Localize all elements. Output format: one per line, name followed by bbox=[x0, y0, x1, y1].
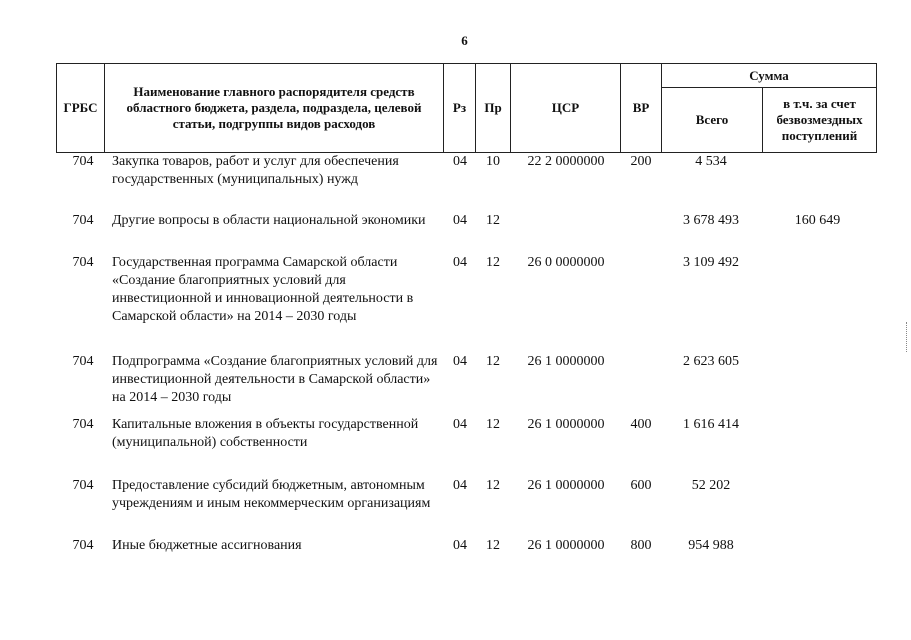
header-rz: Рз bbox=[443, 63, 476, 153]
cell-total: 3 678 493 bbox=[683, 213, 739, 228]
cell-vr: 200 bbox=[630, 154, 652, 169]
cell-pr: 12 bbox=[486, 213, 500, 228]
header-vr: ВР bbox=[620, 63, 662, 153]
cell-free: 160 649 bbox=[794, 213, 841, 228]
cell-name: Закупка товаров, работ и услуг для обеспечения государственных (муниципальных) нужд bbox=[112, 154, 399, 187]
cell-grbs: 704 bbox=[72, 538, 94, 553]
cell-grbs: 704 bbox=[72, 478, 94, 493]
cell-csr: 26 1 0000000 bbox=[527, 538, 605, 553]
cell-rz: 04 bbox=[453, 154, 467, 169]
cell-rz: 04 bbox=[453, 538, 467, 553]
cell-pr: 12 bbox=[486, 417, 500, 432]
cell-total: 2 623 605 bbox=[683, 354, 739, 369]
cell-total: 1 616 414 bbox=[683, 417, 739, 432]
cell-total: 52 202 bbox=[691, 478, 731, 493]
cell-csr: 26 1 0000000 bbox=[527, 417, 605, 432]
cell-grbs: 704 bbox=[72, 154, 94, 169]
cell-grbs: 704 bbox=[72, 213, 94, 228]
cell-vr: 800 bbox=[630, 538, 652, 553]
page-number: 6 bbox=[461, 33, 468, 48]
header-pr: Пр bbox=[475, 63, 511, 153]
cell-csr: 22 2 0000000 bbox=[527, 154, 605, 169]
cell-pr: 12 bbox=[486, 478, 500, 493]
header-grbs: ГРБС bbox=[56, 63, 105, 153]
cell-rz: 04 bbox=[453, 417, 467, 432]
cell-rz: 04 bbox=[453, 255, 467, 270]
scan-edge-mark bbox=[906, 322, 909, 352]
cell-vr: 400 bbox=[630, 417, 652, 432]
cell-csr: 26 1 0000000 bbox=[527, 478, 605, 493]
cell-grbs: 704 bbox=[72, 354, 94, 369]
header-free: в т.ч. за счет безвозмездных поступлений bbox=[762, 87, 877, 153]
cell-csr: 26 1 0000000 bbox=[527, 354, 605, 369]
cell-rz: 04 bbox=[453, 354, 467, 369]
cell-name: Подпрограмма «Создание благоприятных условий для инвестиционной деятельности в Самарской области» на 2014 – 2030 годы bbox=[112, 354, 438, 405]
cell-pr: 12 bbox=[486, 354, 500, 369]
cell-name: Государственная программа Самарской области «Создание благоприятных условий для инвестиционной и инновационной деятельности в Самарской области» на 2014 – 2030 годы bbox=[112, 255, 414, 324]
cell-grbs: 704 bbox=[72, 255, 94, 270]
cell-total: 3 109 492 bbox=[683, 255, 739, 270]
header-sum: Сумма bbox=[661, 63, 877, 88]
cell-vr: 600 bbox=[630, 478, 652, 493]
cell-pr: 10 bbox=[486, 154, 500, 169]
cell-total: 954 988 bbox=[688, 538, 734, 553]
header-total: Всего bbox=[661, 87, 763, 153]
cell-name: Иные бюджетные ассигнования bbox=[112, 538, 302, 553]
cell-name: Другие вопросы в области национальной экономики bbox=[112, 213, 426, 228]
cell-grbs: 704 bbox=[72, 417, 94, 432]
header-name: Наименование главного распорядителя средств областного бюджета, раздела, подраздела, целевой статьи, подгруппы видов расходов bbox=[104, 63, 444, 153]
cell-pr: 12 bbox=[486, 255, 500, 270]
cell-total: 4 534 bbox=[695, 154, 727, 169]
cell-name: Капитальные вложения в объекты государственной (муниципальной) собственности bbox=[112, 417, 419, 450]
cell-csr: 26 0 0000000 bbox=[527, 255, 605, 270]
cell-pr: 12 bbox=[486, 538, 500, 553]
cell-name: Предоставление субсидий бюджетным, автономным учреждениям и иным некоммерческим организациям bbox=[112, 478, 431, 511]
cell-rz: 04 bbox=[453, 478, 467, 493]
header-csr: ЦСР bbox=[510, 63, 621, 153]
cell-rz: 04 bbox=[453, 213, 467, 228]
